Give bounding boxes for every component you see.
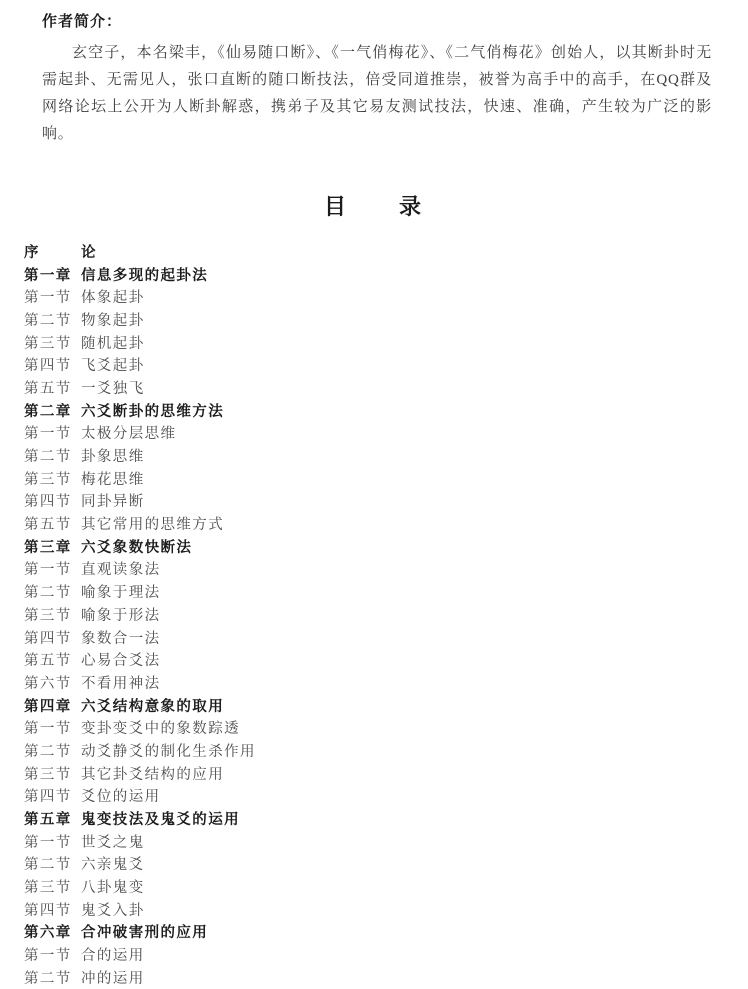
toc-entry <box>24 739 748 762</box>
toc-entry-title: 喻象于理法 <box>81 585 161 602</box>
toc-entry <box>24 490 748 513</box>
toc-entry-label: 第五节 <box>24 653 72 670</box>
toc-entry <box>24 331 748 354</box>
toc-entry-label: 第四节 <box>24 630 72 647</box>
toc-entry-title: 合冲破害刑的应用 <box>81 925 209 942</box>
toc-entry-label: 第二节 <box>24 857 72 874</box>
toc-entry <box>24 376 748 399</box>
toc-entry-title: 鬼变技法及鬼爻的运用 <box>81 812 240 829</box>
toc-entry <box>24 422 748 445</box>
toc-entry-title: 变卦变爻中的象数踪透 <box>81 721 240 738</box>
toc-entry <box>24 353 748 376</box>
toc-entry-label: 第三章 <box>24 539 72 556</box>
toc-entry-title: 飞爻起卦 <box>81 358 145 375</box>
toc-entry-title: 冲的运用 <box>81 970 145 987</box>
toc-entry-title: 太极分层思维 <box>81 426 177 443</box>
toc-entry-title: 体象起卦 <box>81 290 145 307</box>
toc-entry <box>24 535 748 558</box>
toc-entry <box>24 762 748 785</box>
toc-entry-title: 六爻象数快断法 <box>81 539 193 556</box>
toc-title: 目 录 <box>323 194 424 219</box>
toc-entry-label: 第三节 <box>24 471 72 488</box>
toc-entry <box>24 444 748 467</box>
toc-entry <box>24 558 748 581</box>
toc-entry-title: 合的运用 <box>81 948 145 965</box>
toc-entry <box>24 512 748 535</box>
toc-entry <box>24 648 748 671</box>
toc-entry <box>24 921 748 944</box>
toc-entry-label: 第三节 <box>24 880 72 897</box>
toc-entry-label: 第一节 <box>24 426 72 443</box>
toc-entry-title: 梅花思维 <box>81 471 145 488</box>
toc-entry <box>24 240 748 263</box>
author-intro-heading: 作者简介： <box>42 14 123 30</box>
toc-entry <box>24 308 748 331</box>
toc-entry-label: 第二节 <box>24 585 72 602</box>
toc-entry-label: 第三节 <box>24 766 72 783</box>
toc-entry-label: 第二节 <box>24 970 72 987</box>
toc-entry-title: 物象起卦 <box>81 312 145 329</box>
toc-entry <box>24 830 748 853</box>
toc-entry-label: 第一节 <box>24 290 72 307</box>
toc-entry-title: 六爻结构意象的取用 <box>81 698 225 715</box>
toc-entry <box>24 603 748 626</box>
toc-entry-title: 不看用神法 <box>81 675 161 692</box>
toc-entry-title: 八卦鬼变 <box>81 880 145 897</box>
toc-entry-title: 喻象于形法 <box>81 607 161 624</box>
toc-entry-title: 心易合爻法 <box>81 653 161 670</box>
toc-entry-title: 信息多现的起卦法 <box>81 267 209 284</box>
toc-entry-label: 第六章 <box>24 925 72 942</box>
toc-entry-label: 第一节 <box>24 834 72 851</box>
toc-entry <box>24 580 748 603</box>
toc-entry-title: 世爻之鬼 <box>81 834 145 851</box>
toc-entry <box>24 399 748 422</box>
toc-entry-label: 序 <box>24 244 40 261</box>
toc-entry-label: 第二节 <box>24 743 72 760</box>
toc-entry <box>24 263 748 286</box>
toc-entry-title: 卦象思维 <box>81 449 145 466</box>
toc-entry <box>24 966 748 989</box>
toc-entry <box>24 671 748 694</box>
toc-entry-label: 第四节 <box>24 358 72 375</box>
toc-entry-title: 动爻静爻的制化生杀作用 <box>81 743 256 760</box>
toc-entry <box>24 467 748 490</box>
toc-entry <box>24 943 748 966</box>
toc-entry-title: 论 <box>81 244 97 261</box>
toc-entry-title: 鬼爻入卦 <box>81 902 145 919</box>
toc-entry-label: 第二章 <box>24 403 72 420</box>
toc-entry-title: 随机起卦 <box>81 335 145 352</box>
author-intro-paragraph: 玄空子，本名梁丰，《仙易随口断》、《一气俏梅花》、《二气俏梅花》创始人，以其断卦时无需起卦、无需见人，张口直断的随口断技法，倍受同道推崇，被誉为高手中的高手，在QQ群及网络论坛上公开为人断卦解惑，携弟子及其它易友测试技法，快速、准确，产生较为广泛的影响。 <box>42 45 712 142</box>
toc-entry-label: 第一节 <box>24 721 72 738</box>
toc-entry-label: 第四节 <box>24 902 72 919</box>
toc-entry-title: 其它常用的思维方式 <box>81 517 225 534</box>
toc-entry <box>24 694 748 717</box>
toc-entry <box>24 875 748 898</box>
toc-entry-label: 第四节 <box>24 494 72 511</box>
toc-entry-title: 直观读象法 <box>81 562 161 579</box>
toc-entry-title: 其它卦爻结构的应用 <box>81 766 225 783</box>
toc-entry <box>24 626 748 649</box>
toc-entry-title: 同卦异断 <box>81 494 145 511</box>
toc-entry-label: 第四章 <box>24 698 72 715</box>
toc-entry-label: 第二节 <box>24 449 72 466</box>
toc-entry-title: 象数合一法 <box>81 630 161 647</box>
toc-entry-label: 第四节 <box>24 789 72 806</box>
toc-entry <box>24 853 748 876</box>
toc-entry-title: 爻位的运用 <box>81 789 161 806</box>
toc-list <box>0 240 748 989</box>
author-section <box>0 0 748 148</box>
toc-entry <box>24 716 748 739</box>
toc-entry-label: 第三节 <box>24 607 72 624</box>
toc-entry-label: 第五章 <box>24 812 72 829</box>
toc-entry-label: 第一章 <box>24 267 72 284</box>
toc-entry-label: 第五节 <box>24 380 72 397</box>
toc-entry-title: 六亲鬼爻 <box>81 857 145 874</box>
toc-entry-label: 第一节 <box>24 948 72 965</box>
toc-entry <box>24 807 748 830</box>
toc-entry <box>24 285 748 308</box>
toc-entry-title: 一爻独飞 <box>81 380 145 397</box>
toc-entry-label: 第六节 <box>24 675 72 692</box>
toc-entry-label: 第一节 <box>24 562 72 579</box>
toc-entry-label: 第二节 <box>24 312 72 329</box>
toc-entry-label: 第三节 <box>24 335 72 352</box>
toc-entry <box>24 898 748 921</box>
toc-entry <box>24 785 748 808</box>
toc-entry-label: 第五节 <box>24 517 72 534</box>
toc-entry-title: 六爻断卦的思维方法 <box>81 403 225 420</box>
